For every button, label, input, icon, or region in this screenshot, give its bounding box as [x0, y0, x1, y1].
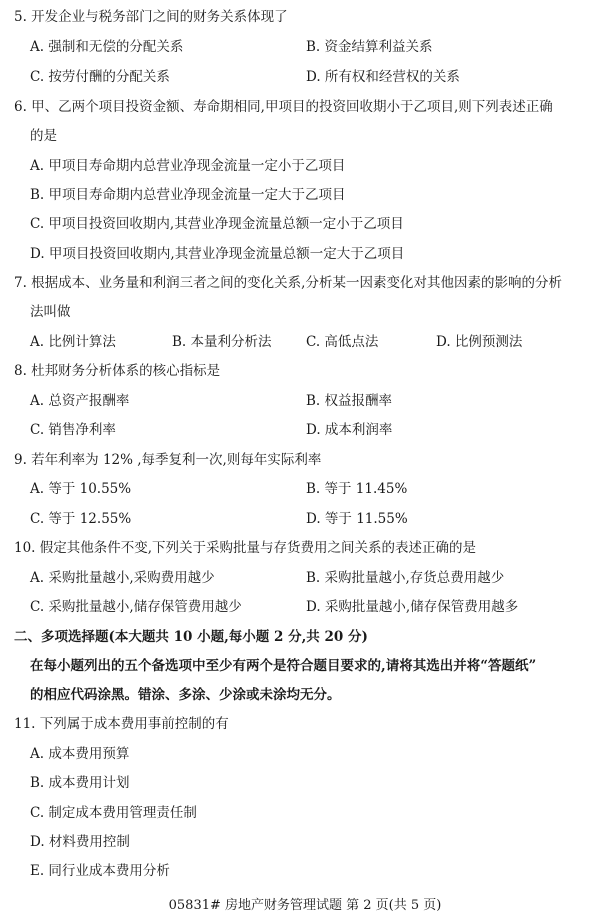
- question-7-option-c: C. 高低点法: [306, 334, 379, 350]
- question-11-option-c: C. 制定成本费用管理责任制: [30, 805, 197, 821]
- question-10-option-b: B. 采购批量越小,存货总费用越少: [306, 570, 505, 586]
- question-8-stem: 8. 杜邦财务分析体系的核心指标是: [14, 363, 221, 379]
- question-10-option-c: C. 采购批量越小,储存保管费用越少: [30, 599, 242, 615]
- question-5-option-c: C. 按劳付酬的分配关系: [30, 69, 170, 85]
- question-9-option-b: B. 等于 11.45%: [306, 481, 408, 497]
- question-6-option-d: D. 甲项目投资回收期内,其营业净现金流量总额一定大于乙项目: [30, 246, 405, 262]
- section-2-title: 二、多项选择题(本大题共 10 小题,每小题 2 分,共 20 分): [14, 629, 368, 645]
- question-11-option-b: B. 成本费用计划: [30, 775, 130, 791]
- question-5-option-d: D. 所有权和经营权的关系: [306, 69, 460, 85]
- question-7-option-a: A. 比例计算法: [30, 334, 116, 350]
- question-9-stem: 9. 若年利率为 12% ,每季复利一次,则每年实际利率: [14, 452, 322, 468]
- question-11-stem: 11. 下列属于成本费用事前控制的有: [14, 716, 229, 732]
- question-7-option-b: B. 本量利分析法: [172, 334, 272, 350]
- question-11-option-a: A. 成本费用预算: [30, 746, 130, 762]
- question-5-option-b: B. 资金结算利益关系: [306, 39, 433, 55]
- question-7-stem-line1: 7. 根据成本、业务量和利润三者之间的变化关系,分析某一因素变化对其他因素的影响的分析: [14, 275, 562, 291]
- section-2-instruction-line1: 在每小题列出的五个备选项中至少有两个是符合题目要求的,请将其选出并将“答题纸”: [30, 658, 537, 674]
- question-8-option-a: A. 总资产报酬率: [30, 393, 130, 409]
- question-9-option-c: C. 等于 12.55%: [30, 511, 132, 527]
- question-6-stem-line2: 的是: [30, 128, 57, 144]
- question-9-option-d: D. 等于 11.55%: [306, 511, 408, 527]
- section-2-instruction-line2: 的相应代码涂黑。错涂、多涂、少涂或未涂均无分。: [30, 687, 341, 703]
- question-6-stem-line1: 6. 甲、乙两个项目投资金额、寿命期相同,甲项目的投资回收期小于乙项目,则下列表述正确: [14, 99, 553, 115]
- question-8-option-b: B. 权益报酬率: [306, 393, 393, 409]
- question-7-stem-line2: 法叫做: [30, 304, 71, 320]
- question-11-option-d: D. 材料费用控制: [30, 834, 130, 850]
- question-9-option-a: A. 等于 10.55%: [30, 481, 132, 497]
- question-7-option-d: D. 比例预测法: [436, 334, 523, 350]
- question-5-option-a: A. 强制和无偿的分配关系: [30, 39, 184, 55]
- question-6-option-c: C. 甲项目投资回收期内,其营业净现金流量总额一定小于乙项目: [30, 216, 404, 232]
- question-10-stem: 10. 假定其他条件不变,下列关于采购批量与存货费用之间关系的表述正确的是: [14, 540, 477, 556]
- question-5-stem: 5. 开发企业与税务部门之间的财务关系体现了: [14, 9, 288, 25]
- question-10-option-a: A. 采购批量越小,采购费用越少: [30, 570, 215, 586]
- question-10-option-d: D. 采购批量越小,储存保管费用越多: [306, 599, 519, 615]
- question-11-option-e: E. 同行业成本费用分析: [30, 863, 170, 879]
- page-footer: 05831# 房地产财务管理试题 第 2 页(共 5 页): [168, 898, 442, 913]
- question-6-option-b: B. 甲项目寿命期内总营业净现金流量一定大于乙项目: [30, 187, 346, 203]
- question-8-option-d: D. 成本利润率: [306, 422, 393, 438]
- question-6-option-a: A. 甲项目寿命期内总营业净现金流量一定小于乙项目: [30, 158, 346, 174]
- question-8-option-c: C. 销售净利率: [30, 422, 116, 438]
